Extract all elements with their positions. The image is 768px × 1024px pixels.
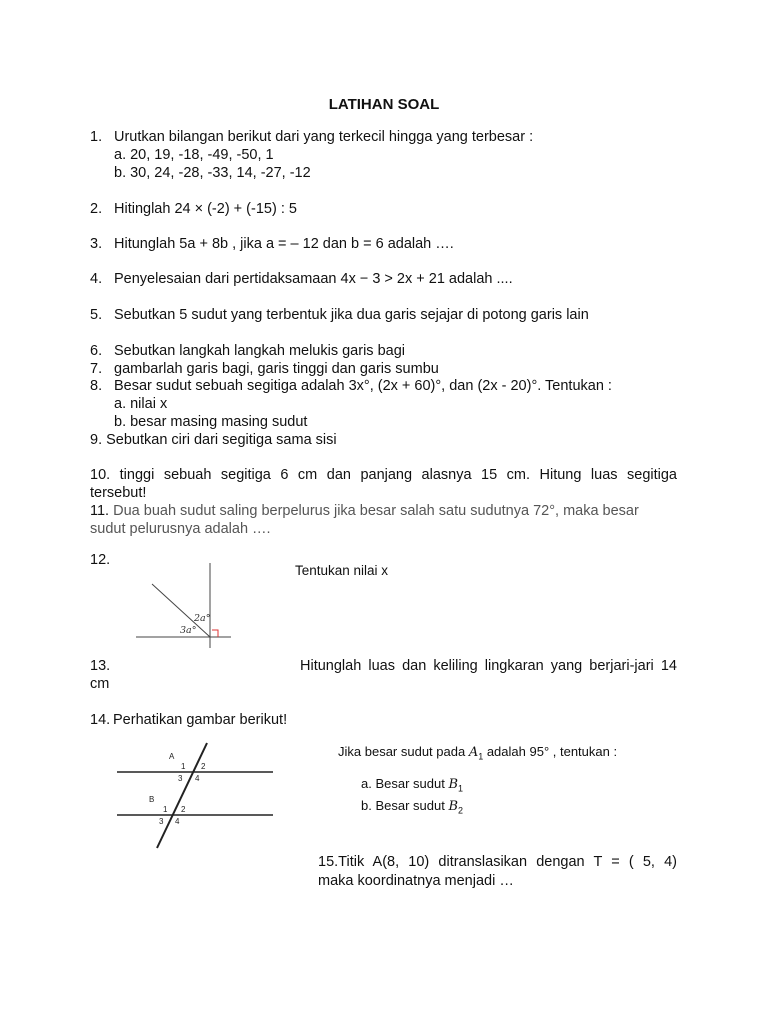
q14-label-A: A bbox=[169, 752, 175, 761]
q10-line2: tersebut! bbox=[90, 485, 147, 501]
q3-number: 3. bbox=[90, 236, 103, 252]
q1-number: 1. bbox=[90, 129, 103, 145]
q14-prompt-pre: Jika besar sudut pada bbox=[338, 744, 469, 759]
q14-option-b-label: b. Besar sudut bbox=[361, 798, 449, 813]
q12-label-2a: 2a° bbox=[194, 613, 211, 624]
q14-option-b-var: B bbox=[448, 799, 459, 814]
q14-option-a bbox=[361, 775, 463, 798]
q14-label-B: B bbox=[149, 795, 155, 804]
q14-option-a-var: B bbox=[448, 777, 459, 792]
q5-text: Sebutkan 5 sudut yang terbentuk jika dua garis sejajar di potong garis lain bbox=[114, 307, 589, 323]
q8-number: 8. bbox=[90, 378, 103, 394]
q6-text: Sebutkan langkah langkah melukis garis bagi bbox=[114, 343, 405, 359]
q14-prompt bbox=[338, 743, 617, 766]
q13-line1: Hitunglah luas dan keliling lingkaran yang berjari-jari 14 bbox=[300, 658, 677, 674]
q13-line2: cm bbox=[90, 676, 110, 692]
q6-number: 6. bbox=[90, 343, 103, 359]
q2-number: 2. bbox=[90, 201, 103, 217]
q4-number: 4. bbox=[90, 271, 103, 287]
q14-prompt-post: adalah 95° , tentukan : bbox=[483, 744, 618, 759]
q13-number: 13. bbox=[90, 658, 111, 674]
q3-text: Hitunglah 5a + 8b , jika a = – 12 dan b = 6 adalah …. bbox=[114, 236, 454, 252]
q7-text: gambarlah garis bagi, garis tinggi dan garis sumbu bbox=[114, 361, 439, 377]
q8-option-a: a. nilai x bbox=[114, 396, 168, 412]
q14-option-b-sub: 2 bbox=[458, 805, 464, 816]
q14-option-a-sub: 1 bbox=[458, 783, 464, 794]
q4-text: Penyelesaian dari pertidaksamaan 4x − 3 > 2x + 21 adalah .... bbox=[114, 271, 513, 287]
q2-text: Hitinglah 24 × (-2) + (-15) : 5 bbox=[114, 201, 297, 217]
q14-upper-3: 3 bbox=[178, 774, 183, 783]
q14-option-a-label: a. Besar sudut bbox=[361, 776, 449, 791]
q12-number: 12. bbox=[90, 552, 111, 568]
q14-prompt-sub: 1 bbox=[478, 751, 484, 762]
q14-upper-1: 1 bbox=[181, 762, 186, 771]
q14-prompt-var: A bbox=[468, 745, 479, 760]
q11-line1 bbox=[90, 502, 677, 520]
page-title: LATIHAN SOAL bbox=[328, 96, 440, 113]
q14-lower-2: 2 bbox=[181, 805, 186, 814]
q14-parallel-lines-figure bbox=[112, 740, 278, 852]
q15-line1: 15.Titik A(8, 10) ditranslasikan dengan T = ( 5, 4) bbox=[318, 854, 677, 870]
q14-lower-3: 3 bbox=[159, 817, 164, 826]
q14-lower-4: 4 bbox=[175, 817, 180, 826]
q8-option-b: b. besar masing masing sudut bbox=[114, 414, 308, 430]
q14-option-b bbox=[361, 797, 463, 820]
q5-number: 5. bbox=[90, 307, 103, 323]
q10-line1: 10. tinggi sebuah segitiga 6 cm dan panjang alasnya 15 cm. Hitung luas segitiga bbox=[90, 467, 677, 483]
q12-angle-figure bbox=[130, 558, 242, 650]
q14-number: 14. bbox=[90, 712, 111, 728]
q11-line2: sudut pelurusnya adalah …. bbox=[90, 521, 271, 537]
q11-number: 11. bbox=[90, 503, 110, 519]
q14-lower-1: 1 bbox=[163, 805, 168, 814]
q15-line2: maka koordinatnya menjadi … bbox=[318, 873, 514, 889]
q14-upper-4: 4 bbox=[195, 774, 200, 783]
q1-text: Urutkan bilangan berikut dari yang terkecil hingga yang terbesar : bbox=[114, 129, 534, 145]
q14-upper-2: 2 bbox=[201, 762, 206, 771]
q1-option-b: b. 30, 24, -28, -33, 14, -27, -12 bbox=[114, 165, 311, 181]
q14-text: Perhatikan gambar berikut! bbox=[113, 712, 288, 728]
q12-label-3a: 3a° bbox=[180, 625, 197, 636]
q12-text: Tentukan nilai x bbox=[295, 563, 389, 578]
q8-text: Besar sudut sebuah segitiga adalah 3x°, (2x + 60)°, dan (2x - 20)°. Tentukan : bbox=[114, 378, 612, 394]
q11-text: Dua buah sudut saling berpelurus jika besar salah satu sudutnya 72°, maka besar bbox=[109, 503, 639, 519]
q7-number: 7. bbox=[90, 361, 103, 377]
q1-option-a: a. 20, 19, -18, -49, -50, 1 bbox=[114, 147, 274, 163]
q9-text: 9. Sebutkan ciri dari segitiga sama sisi bbox=[90, 432, 337, 448]
